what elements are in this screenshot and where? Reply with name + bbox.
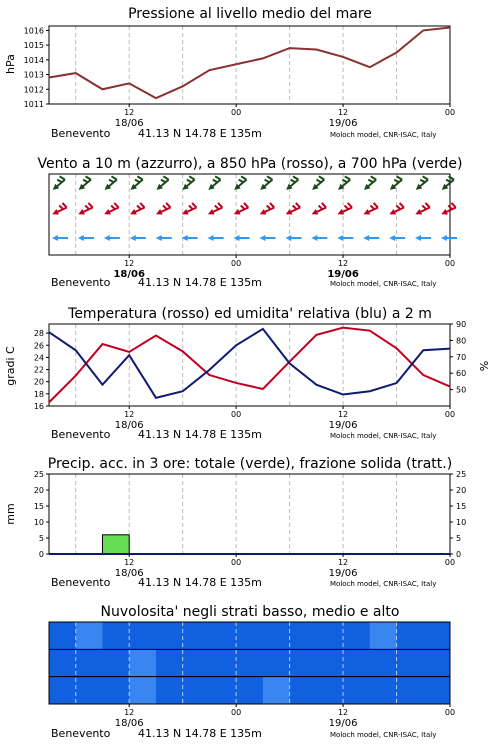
temp-ylabel: gradi C bbox=[4, 346, 17, 386]
wind-700-arrow bbox=[438, 175, 456, 192]
wind-10m-arrow bbox=[363, 235, 379, 241]
x-tick-label: 00 bbox=[231, 108, 242, 117]
wind-700-arrow bbox=[360, 175, 378, 192]
cloud-cell bbox=[316, 677, 343, 704]
x-tick-label: 00 bbox=[231, 410, 242, 419]
y-tick-label: 1013 bbox=[23, 70, 44, 80]
y-tick-label: 28 bbox=[33, 329, 44, 339]
wind-850-arrow bbox=[335, 202, 353, 217]
wind-10m-arrow bbox=[208, 235, 224, 241]
cloud-cell bbox=[209, 622, 236, 649]
y-tick-label: 18 bbox=[33, 389, 44, 399]
cloud-title: Nuvolosita' negli strati basso, medio e alto bbox=[100, 604, 400, 620]
location-label: Benevento bbox=[51, 727, 111, 740]
wind-700-arrow bbox=[179, 175, 197, 192]
cloud-cell bbox=[49, 649, 76, 676]
date-label: 19/06 bbox=[328, 420, 358, 431]
wind-850-arrow bbox=[205, 202, 223, 217]
model-label: Moloch model, CNR-ISAC, Italy bbox=[330, 731, 437, 739]
cloud-cell bbox=[183, 649, 210, 676]
location-label: Benevento bbox=[51, 428, 111, 441]
cloud-cell bbox=[102, 622, 129, 649]
cloud-panel bbox=[0, 600, 500, 750]
cloud-cell bbox=[156, 649, 183, 676]
cloud-cell bbox=[290, 677, 317, 704]
wind-10m-arrow bbox=[156, 235, 172, 241]
y-tick-right-label: 80 bbox=[456, 336, 467, 346]
date-label: 19/06 bbox=[327, 269, 359, 280]
cloud-cell bbox=[209, 677, 236, 704]
x-tick-label: 00 bbox=[444, 108, 456, 117]
x-tick-label: 00 bbox=[444, 410, 456, 419]
pressure-frame bbox=[49, 26, 450, 104]
precip-ylabel: mm bbox=[4, 503, 17, 525]
coords-label: 41.13 N 14.78 E 135m bbox=[138, 727, 262, 740]
humidity-line bbox=[49, 329, 450, 398]
pressure-ylabel: hPa bbox=[4, 54, 17, 74]
wind-850-arrow bbox=[76, 202, 94, 217]
y-tick-right-label: 90 bbox=[456, 320, 467, 329]
date-label: 19/06 bbox=[328, 568, 358, 579]
cloud-cell bbox=[423, 622, 450, 649]
date-label: 19/06 bbox=[328, 718, 358, 729]
temperature-line bbox=[49, 328, 450, 403]
y-tick-right-label: 20 bbox=[456, 486, 467, 495]
y-tick-right-label: 60 bbox=[456, 369, 467, 379]
wind-700-arrow bbox=[308, 175, 326, 192]
wind-10m-arrow bbox=[130, 235, 146, 241]
wind-700-arrow bbox=[230, 175, 248, 192]
wind-700-arrow bbox=[412, 175, 430, 192]
model-label: Moloch model, CNR-ISAC, Italy bbox=[330, 131, 437, 139]
wind-10m-arrow bbox=[78, 235, 94, 241]
cloud-cell bbox=[183, 677, 210, 704]
wind-10m-arrow bbox=[285, 235, 301, 241]
x-tick-label: 00 bbox=[444, 708, 456, 717]
y-tick-label: 16 bbox=[33, 402, 44, 411]
y-tick-right-label: 10 bbox=[456, 518, 467, 527]
wind-850-arrow bbox=[283, 202, 301, 217]
wind-700-arrow bbox=[101, 175, 119, 192]
wind-850-arrow bbox=[179, 202, 197, 217]
cloud-cell bbox=[343, 677, 370, 704]
x-tick-label: 12 bbox=[337, 708, 349, 717]
date-label: 19/06 bbox=[328, 118, 358, 129]
rh-ylabel: % bbox=[478, 360, 491, 372]
y-tick-right-label: 25 bbox=[456, 470, 467, 479]
precip-panel bbox=[0, 450, 500, 595]
cloud-cell bbox=[49, 677, 76, 704]
x-tick-label: 12 bbox=[124, 708, 135, 717]
cloud-cell bbox=[423, 677, 450, 704]
y-tick-label: 1015 bbox=[23, 41, 44, 51]
x-tick-label: 12 bbox=[124, 558, 135, 567]
cloud-chart bbox=[0, 600, 500, 750]
pressure-chart bbox=[0, 0, 500, 145]
y-tick-right-label: 5 bbox=[456, 534, 462, 543]
coords-label: 41.13 N 14.78 E 135m bbox=[138, 428, 262, 441]
y-tick-label: 15 bbox=[33, 502, 44, 511]
cloud-cell bbox=[129, 677, 156, 704]
coords-label: 41.13 N 14.78 E 135m bbox=[138, 576, 262, 589]
wind-850-arrow bbox=[102, 202, 120, 217]
wind-10m-arrow bbox=[441, 235, 457, 241]
cloud-cell bbox=[397, 622, 424, 649]
location-label: Benevento bbox=[51, 127, 111, 140]
cloud-cell bbox=[102, 649, 129, 676]
cloud-cell bbox=[316, 622, 343, 649]
cloud-cell bbox=[76, 677, 103, 704]
y-tick-label: 1014 bbox=[23, 55, 44, 65]
y-tick-right-label: 0 bbox=[456, 550, 462, 559]
y-tick-label: 1016 bbox=[23, 26, 44, 36]
model-label: Moloch model, CNR-ISAC, Italy bbox=[330, 432, 437, 440]
wind-700-arrow bbox=[49, 175, 67, 192]
precip-chart bbox=[0, 450, 500, 595]
cloud-cell bbox=[76, 622, 103, 649]
temp-chart bbox=[0, 302, 500, 447]
y-tick-label: 10 bbox=[33, 518, 44, 527]
cloud-cell bbox=[129, 649, 156, 676]
date-label: 18/06 bbox=[114, 118, 144, 129]
wind-10m-arrow bbox=[415, 235, 431, 241]
cloud-cell bbox=[290, 622, 317, 649]
wind-700-arrow bbox=[204, 175, 222, 192]
wind-850-arrow bbox=[257, 202, 275, 217]
wind-700-arrow bbox=[386, 175, 404, 192]
date-label: 18/06 bbox=[114, 718, 144, 729]
wind-850-arrow bbox=[231, 202, 249, 217]
wind-700-arrow bbox=[75, 175, 93, 192]
x-tick-label: 00 bbox=[444, 558, 456, 567]
y-tick-label: 20 bbox=[33, 377, 44, 387]
precip-bar bbox=[102, 535, 129, 554]
wind-10m-arrow bbox=[259, 235, 275, 241]
x-tick-label: 00 bbox=[231, 558, 242, 567]
temp-panel bbox=[0, 302, 500, 447]
x-tick-label: 12 bbox=[124, 108, 135, 117]
cloud-cell bbox=[236, 622, 263, 649]
y-tick-label: 1012 bbox=[23, 85, 44, 95]
wind-10m-arrow bbox=[52, 235, 68, 241]
model-label: Moloch model, CNR-ISAC, Italy bbox=[330, 580, 437, 588]
cloud-cell bbox=[236, 649, 263, 676]
wind-850-arrow bbox=[128, 202, 146, 217]
y-tick-label: 1011 bbox=[23, 100, 44, 109]
cloud-cell bbox=[102, 677, 129, 704]
wind-850-arrow bbox=[387, 202, 405, 217]
wind-10m-arrow bbox=[337, 235, 353, 241]
x-tick-label: 00 bbox=[231, 708, 242, 717]
coords-label: 41.13 N 14.78 E 135m bbox=[138, 127, 262, 140]
cloud-cell bbox=[183, 622, 210, 649]
cloud-cell bbox=[423, 649, 450, 676]
cloud-cell bbox=[49, 622, 76, 649]
y-tick-right-label: 50 bbox=[456, 385, 467, 395]
y-tick-label: 0 bbox=[38, 550, 44, 559]
wind-chart bbox=[0, 150, 500, 295]
x-tick-label: 12 bbox=[337, 558, 349, 567]
cloud-cell bbox=[263, 649, 290, 676]
cloud-cell bbox=[370, 677, 397, 704]
y-tick-label: 5 bbox=[38, 534, 44, 543]
wind-700-arrow bbox=[153, 175, 171, 192]
x-tick-label: 12 bbox=[337, 259, 349, 268]
wind-title: Vento a 10 m (azzurro), a 850 hPa (rosso), a 700 hPa (verde) bbox=[37, 156, 463, 172]
cloud-cell bbox=[129, 622, 156, 649]
date-label: 18/06 bbox=[114, 420, 144, 431]
cloud-cell bbox=[370, 622, 397, 649]
cloud-cell bbox=[397, 677, 424, 704]
pressure-line bbox=[49, 27, 450, 98]
wind-850-arrow bbox=[50, 202, 68, 217]
x-tick-label: 12 bbox=[337, 108, 349, 117]
cloud-cell bbox=[263, 622, 290, 649]
x-tick-label: 00 bbox=[444, 259, 456, 268]
date-label: 18/06 bbox=[114, 568, 144, 579]
cloud-cell bbox=[290, 649, 317, 676]
cloud-cell bbox=[343, 649, 370, 676]
location-label: Benevento bbox=[51, 276, 111, 289]
cloud-cell bbox=[236, 677, 263, 704]
location-label: Benevento bbox=[51, 576, 111, 589]
wind-panel bbox=[0, 150, 500, 295]
wind-850-arrow bbox=[413, 202, 431, 217]
x-tick-label: 12 bbox=[124, 410, 135, 419]
y-tick-label: 22 bbox=[33, 365, 44, 375]
cloud-cell bbox=[76, 649, 103, 676]
cloud-cell bbox=[397, 649, 424, 676]
wind-850-arrow bbox=[439, 202, 457, 217]
cloud-cell bbox=[343, 622, 370, 649]
wind-850-arrow bbox=[309, 202, 327, 217]
y-tick-right-label: 15 bbox=[456, 502, 467, 511]
precip-title: Precip. acc. in 3 ore: totale (verde), frazione solida (tratt.) bbox=[47, 456, 453, 472]
wind-850-arrow bbox=[153, 202, 171, 217]
wind-10m-arrow bbox=[182, 235, 198, 241]
model-label: Moloch model, CNR-ISAC, Italy bbox=[330, 280, 437, 288]
y-tick-label: 25 bbox=[33, 470, 44, 479]
date-label: 18/06 bbox=[113, 269, 145, 280]
y-tick-label: 24 bbox=[33, 353, 44, 363]
wind-10m-arrow bbox=[311, 235, 327, 241]
y-tick-label: 20 bbox=[33, 486, 44, 495]
x-tick-label: 00 bbox=[231, 259, 242, 268]
cloud-cell bbox=[156, 677, 183, 704]
cloud-cell bbox=[316, 649, 343, 676]
y-tick-label: 26 bbox=[33, 341, 44, 351]
cloud-cell bbox=[209, 649, 236, 676]
pressure-panel bbox=[0, 0, 500, 145]
wind-10m-arrow bbox=[104, 235, 120, 241]
cloud-cell bbox=[156, 622, 183, 649]
pressure-title: Pressione al livello medio del mare bbox=[128, 6, 372, 22]
x-tick-label: 12 bbox=[124, 259, 135, 268]
wind-700-arrow bbox=[282, 175, 300, 192]
wind-850-arrow bbox=[361, 202, 379, 217]
cloud-cell bbox=[263, 677, 290, 704]
x-tick-label: 12 bbox=[337, 410, 349, 419]
coords-label: 41.13 N 14.78 E 135m bbox=[138, 276, 262, 289]
wind-700-arrow bbox=[256, 175, 274, 192]
y-tick-right-label: 70 bbox=[456, 352, 467, 362]
wind-10m-arrow bbox=[389, 235, 405, 241]
cloud-cell bbox=[370, 649, 397, 676]
temp-title: Temperatura (rosso) ed umidita' relativa (blu) a 2 m bbox=[68, 306, 432, 322]
